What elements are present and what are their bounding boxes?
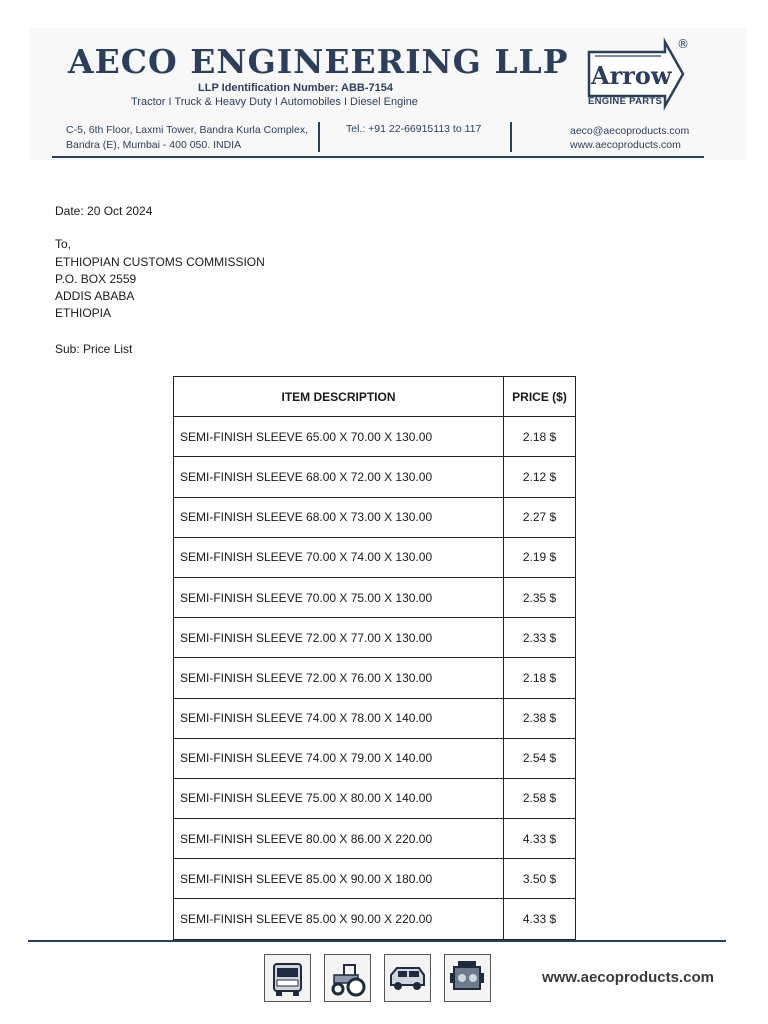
recipient-line: P.O. BOX 2559 — [55, 272, 137, 286]
item-description: SEMI-FINISH SLEEVE 68.00 X 72.00 X 130.00 — [174, 457, 504, 497]
item-description: SEMI-FINISH SLEEVE 65.00 X 70.00 X 130.00 — [174, 417, 504, 457]
column-header-description: ITEM DESCRIPTION — [174, 377, 504, 417]
item-description: SEMI-FINISH SLEEVE 72.00 X 76.00 X 130.00 — [174, 658, 504, 698]
table-row — [174, 577, 576, 617]
item-price: 2.33 $ — [504, 618, 576, 658]
address-line-1: C-5, 6th Floor, Laxmi Tower, Bandra Kurla Complex, — [66, 124, 308, 136]
truck-icon — [264, 954, 311, 1002]
llp-identification: LLP Identification Number: ABB-7154 — [198, 82, 393, 94]
header-divider — [318, 122, 320, 152]
table-row — [174, 537, 576, 577]
registered-mark: ® — [677, 37, 689, 51]
footer-website[interactable]: www.aecoproducts.com — [542, 969, 714, 986]
table-row — [174, 698, 576, 738]
table-row — [174, 497, 576, 537]
item-description: SEMI-FINISH SLEEVE 68.00 X 73.00 X 130.00 — [174, 497, 504, 537]
business-segments: Tractor I Truck & Heavy Duty I Automobiles I Diesel Engine — [131, 96, 418, 108]
item-price: 4.33 $ — [504, 819, 576, 859]
item-description: SEMI-FINISH SLEEVE 70.00 X 75.00 X 130.00 — [174, 577, 504, 617]
footer-rule — [28, 940, 726, 942]
table-row — [174, 859, 576, 899]
item-price: 2.58 $ — [504, 778, 576, 818]
tractor-icon — [324, 954, 371, 1002]
table-row — [174, 738, 576, 778]
table-row — [174, 618, 576, 658]
car-icon — [384, 954, 431, 1002]
table-row — [174, 457, 576, 497]
item-price: 2.38 $ — [504, 698, 576, 738]
item-price: 2.35 $ — [504, 577, 576, 617]
table-row — [174, 778, 576, 818]
logo-subtitle: ENGINE PARTS — [588, 96, 663, 107]
item-price: 3.50 $ — [504, 859, 576, 899]
company-phone: Tel.: +91 22-66915113 to 117 — [346, 123, 482, 135]
company-address — [66, 123, 308, 153]
item-description: SEMI-FINISH SLEEVE 70.00 X 74.00 X 130.00 — [174, 537, 504, 577]
address-line-2: Bandra (E), Mumbai - 400 050. INDIA — [66, 139, 242, 151]
company-website: www.aecoproducts.com — [570, 139, 681, 151]
item-price: 2.18 $ — [504, 417, 576, 457]
recipient-line: ADDIS ABABA — [55, 289, 135, 303]
engine-icon — [444, 954, 491, 1002]
recipient-line: ETHIOPIAN CUSTOMS COMMISSION — [55, 255, 265, 269]
table-header-row — [174, 377, 576, 417]
table-row — [174, 658, 576, 698]
item-price: 4.33 $ — [504, 899, 576, 939]
item-price: 2.18 $ — [504, 658, 576, 698]
company-contact — [570, 124, 689, 152]
item-description: SEMI-FINISH SLEEVE 74.00 X 78.00 X 140.00 — [174, 698, 504, 738]
table-row — [174, 899, 576, 939]
letter-date: Date: 20 Oct 2024 — [55, 204, 153, 218]
item-description: SEMI-FINISH SLEEVE 75.00 X 80.00 X 140.00 — [174, 778, 504, 818]
letter-to: To, — [55, 237, 72, 251]
item-description: SEMI-FINISH SLEEVE 85.00 X 90.00 X 220.00 — [174, 899, 504, 939]
company-name: AECO ENGINEERING LLP — [68, 42, 569, 81]
item-price: 2.54 $ — [504, 738, 576, 778]
item-price: 2.19 $ — [504, 537, 576, 577]
header-divider — [510, 122, 512, 152]
header-rule — [52, 156, 704, 158]
item-price: 2.27 $ — [504, 497, 576, 537]
price-table — [173, 376, 576, 940]
column-header-price: PRICE ($) — [504, 377, 576, 417]
company-email: aeco@aecoproducts.com — [570, 125, 690, 137]
item-description: SEMI-FINISH SLEEVE 85.00 X 90.00 X 180.00 — [174, 859, 504, 899]
table-row — [174, 417, 576, 457]
table-row — [174, 819, 576, 859]
item-description: SEMI-FINISH SLEEVE 74.00 X 79.00 X 140.00 — [174, 738, 504, 778]
item-price: 2.12 $ — [504, 457, 576, 497]
item-description: SEMI-FINISH SLEEVE 72.00 X 77.00 X 130.00 — [174, 618, 504, 658]
item-description: SEMI-FINISH SLEEVE 80.00 X 86.00 X 220.00 — [174, 819, 504, 859]
letter-subject: Sub: Price List — [55, 342, 133, 356]
logo-text: Arrow — [591, 61, 672, 90]
recipient-line: ETHIOPIA — [55, 306, 112, 320]
